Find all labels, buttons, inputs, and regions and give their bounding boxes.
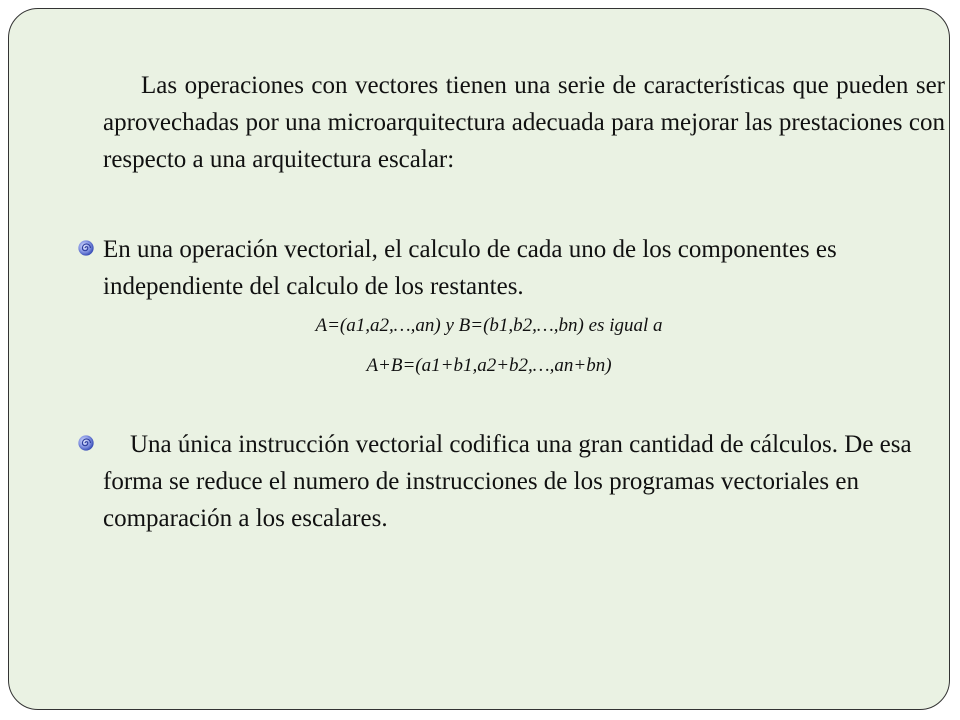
formula-vectors: A=(a1,a2,…,an) y B=(b1,b2,…,bn) es igual a [315, 315, 663, 336]
bullet-item-independent-components [103, 231, 945, 305]
bullet-text: Una única instrucción vectorial codifica una gran cantidad de cálculos. De esa forma se reduce el numero de instrucciones de los programas vectoriales en comparación a los escalares. [103, 431, 912, 532]
swirl-bullet-icon [77, 434, 95, 452]
bullet-item-single-instruction [103, 426, 945, 537]
bullet-text: En una operación vectorial, el calculo de cada uno de los componentes es independiente del calculo de los restantes. [103, 236, 837, 300]
slide-frame [8, 8, 950, 710]
swirl-bullet-icon [77, 239, 95, 257]
intro-paragraph: Las operaciones con vectores tienen una serie de características que pueden ser aprovechadas por una microarquitectura adecuada para mejorar las prestaciones con respecto a una arquitectura escalar: [103, 72, 945, 173]
formula-sum: A+B=(a1+b1,a2+b2,…,an+bn) [366, 355, 612, 376]
